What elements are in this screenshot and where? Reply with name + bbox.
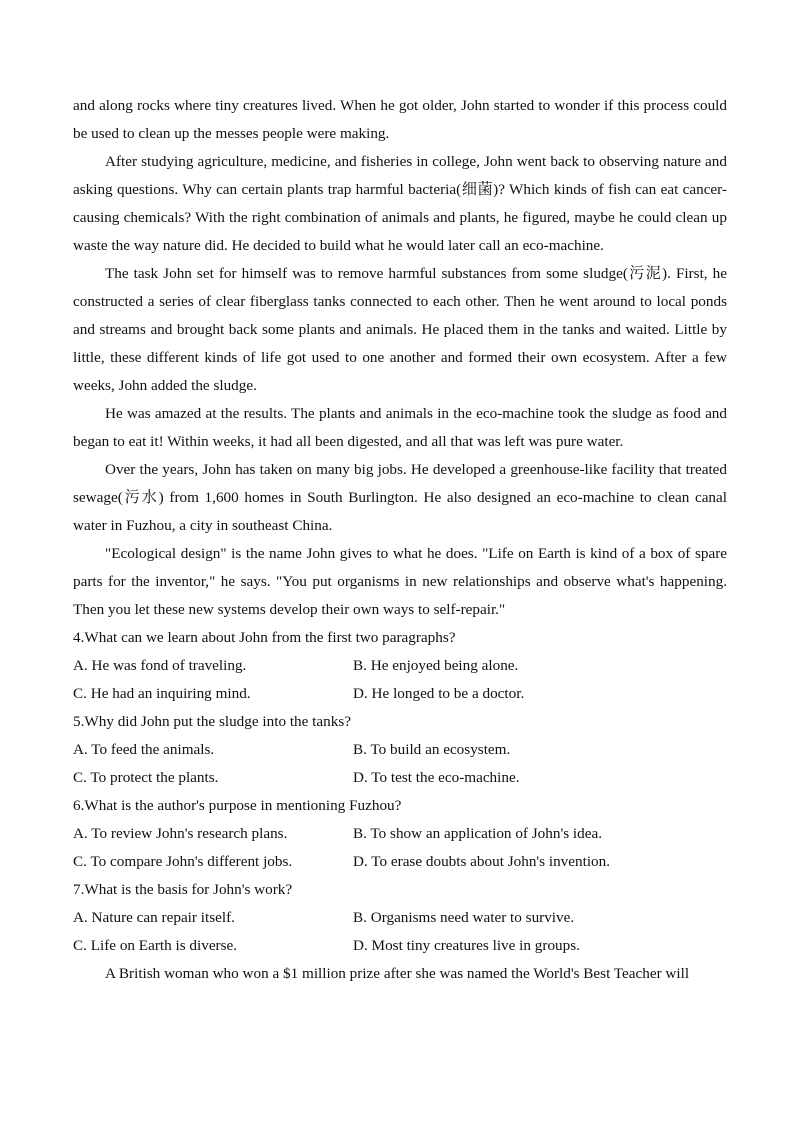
option-row	[73, 932, 727, 960]
next-passage-start: A British woman who won a $1 million prize after she was named the World's Best Teacher will	[105, 965, 690, 982]
option-d: D. To test the eco-machine.	[353, 769, 520, 786]
question-stem: 4.What can we learn about John from the first two paragraphs?	[73, 629, 456, 646]
paragraph-5: Over the years, John has taken on many big jobs. He developed a greenhouse-like facility that treated sewage(污水) from 1,600 homes in South Burlington. He also designed an eco-machine to clean canal water in Fuzhou, a city in southeast China.	[73, 461, 727, 534]
paragraph-2: After studying agriculture, medicine, and fisheries in college, John went back to observing nature and asking questions. Why can certain plants trap harmful bacteria(细菌)? Which kinds of fish can eat cancer-causing chemicals? With the right combination of animals and plants, he figured, maybe he could clean up waste the way nature did. He decided to build what he would later call an eco-machine.	[73, 153, 727, 254]
option-a: A. To feed the animals.	[73, 741, 215, 758]
question-5	[73, 708, 727, 792]
paragraph-4: He was amazed at the results. The plants and animals in the eco-machine took the sludge as food and began to eat it! Within weeks, it had all been digested, and all that was left was pure water.	[73, 405, 727, 450]
option-row	[73, 680, 727, 708]
question-4	[73, 624, 727, 708]
question-stem: 7.What is the basis for John's work?	[73, 881, 293, 898]
option-row	[73, 736, 727, 764]
paragraph-6: "Ecological design" is the name John gives to what he does. "Life on Earth is kind of a box of spare parts for the inventor," he says. "You put organisms in new relationships and observe what's happening. Then you let these new systems develop their own ways to self-repair."	[73, 545, 727, 618]
option-d: D. Most tiny creatures live in groups.	[353, 937, 580, 954]
option-d: D. To erase doubts about John's invention.	[353, 853, 611, 870]
question-stem: 5.Why did John put the sludge into the tanks?	[73, 713, 351, 730]
option-row	[73, 904, 727, 932]
question-6	[73, 792, 727, 876]
option-a: A. He was fond of traveling.	[73, 657, 247, 674]
paragraph-3: The task John set for himself was to remove harmful substances from some sludge(污泥). First, he constructed a series of clear fiberglass tanks connected to each other. Then he went around to local ponds and streams and brought back some plants and animals. He placed them in the tanks and waited. Little by little, these different kinds of life got used to one another and formed their own ecosystem. After a few weeks, John added the sludge.	[73, 265, 727, 394]
option-d: D. He longed to be a doctor.	[353, 685, 525, 702]
option-b: B. To show an application of John's idea.	[353, 825, 602, 842]
option-b: B. Organisms need water to survive.	[353, 909, 575, 926]
document-page	[73, 92, 727, 988]
option-row	[73, 652, 727, 680]
question-7	[73, 876, 727, 960]
paragraph-1: and along rocks where tiny creatures lived. When he got older, John started to wonder if this process could be used to clean up the messes people were making.	[73, 97, 727, 142]
option-row	[73, 764, 727, 792]
option-a: A. To review John's research plans.	[73, 825, 288, 842]
option-c: C. To compare John's different jobs.	[73, 853, 293, 870]
option-row	[73, 820, 727, 848]
option-b: B. To build an ecosystem.	[353, 741, 511, 758]
option-c: C. Life on Earth is diverse.	[73, 937, 238, 954]
option-c: C. To protect the plants.	[73, 769, 219, 786]
option-a: A. Nature can repair itself.	[73, 909, 235, 926]
option-c: C. He had an inquiring mind.	[73, 685, 251, 702]
question-stem: 6.What is the author's purpose in mentioning Fuzhou?	[73, 797, 402, 814]
option-row	[73, 848, 727, 876]
option-b: B. He enjoyed being alone.	[353, 657, 519, 674]
